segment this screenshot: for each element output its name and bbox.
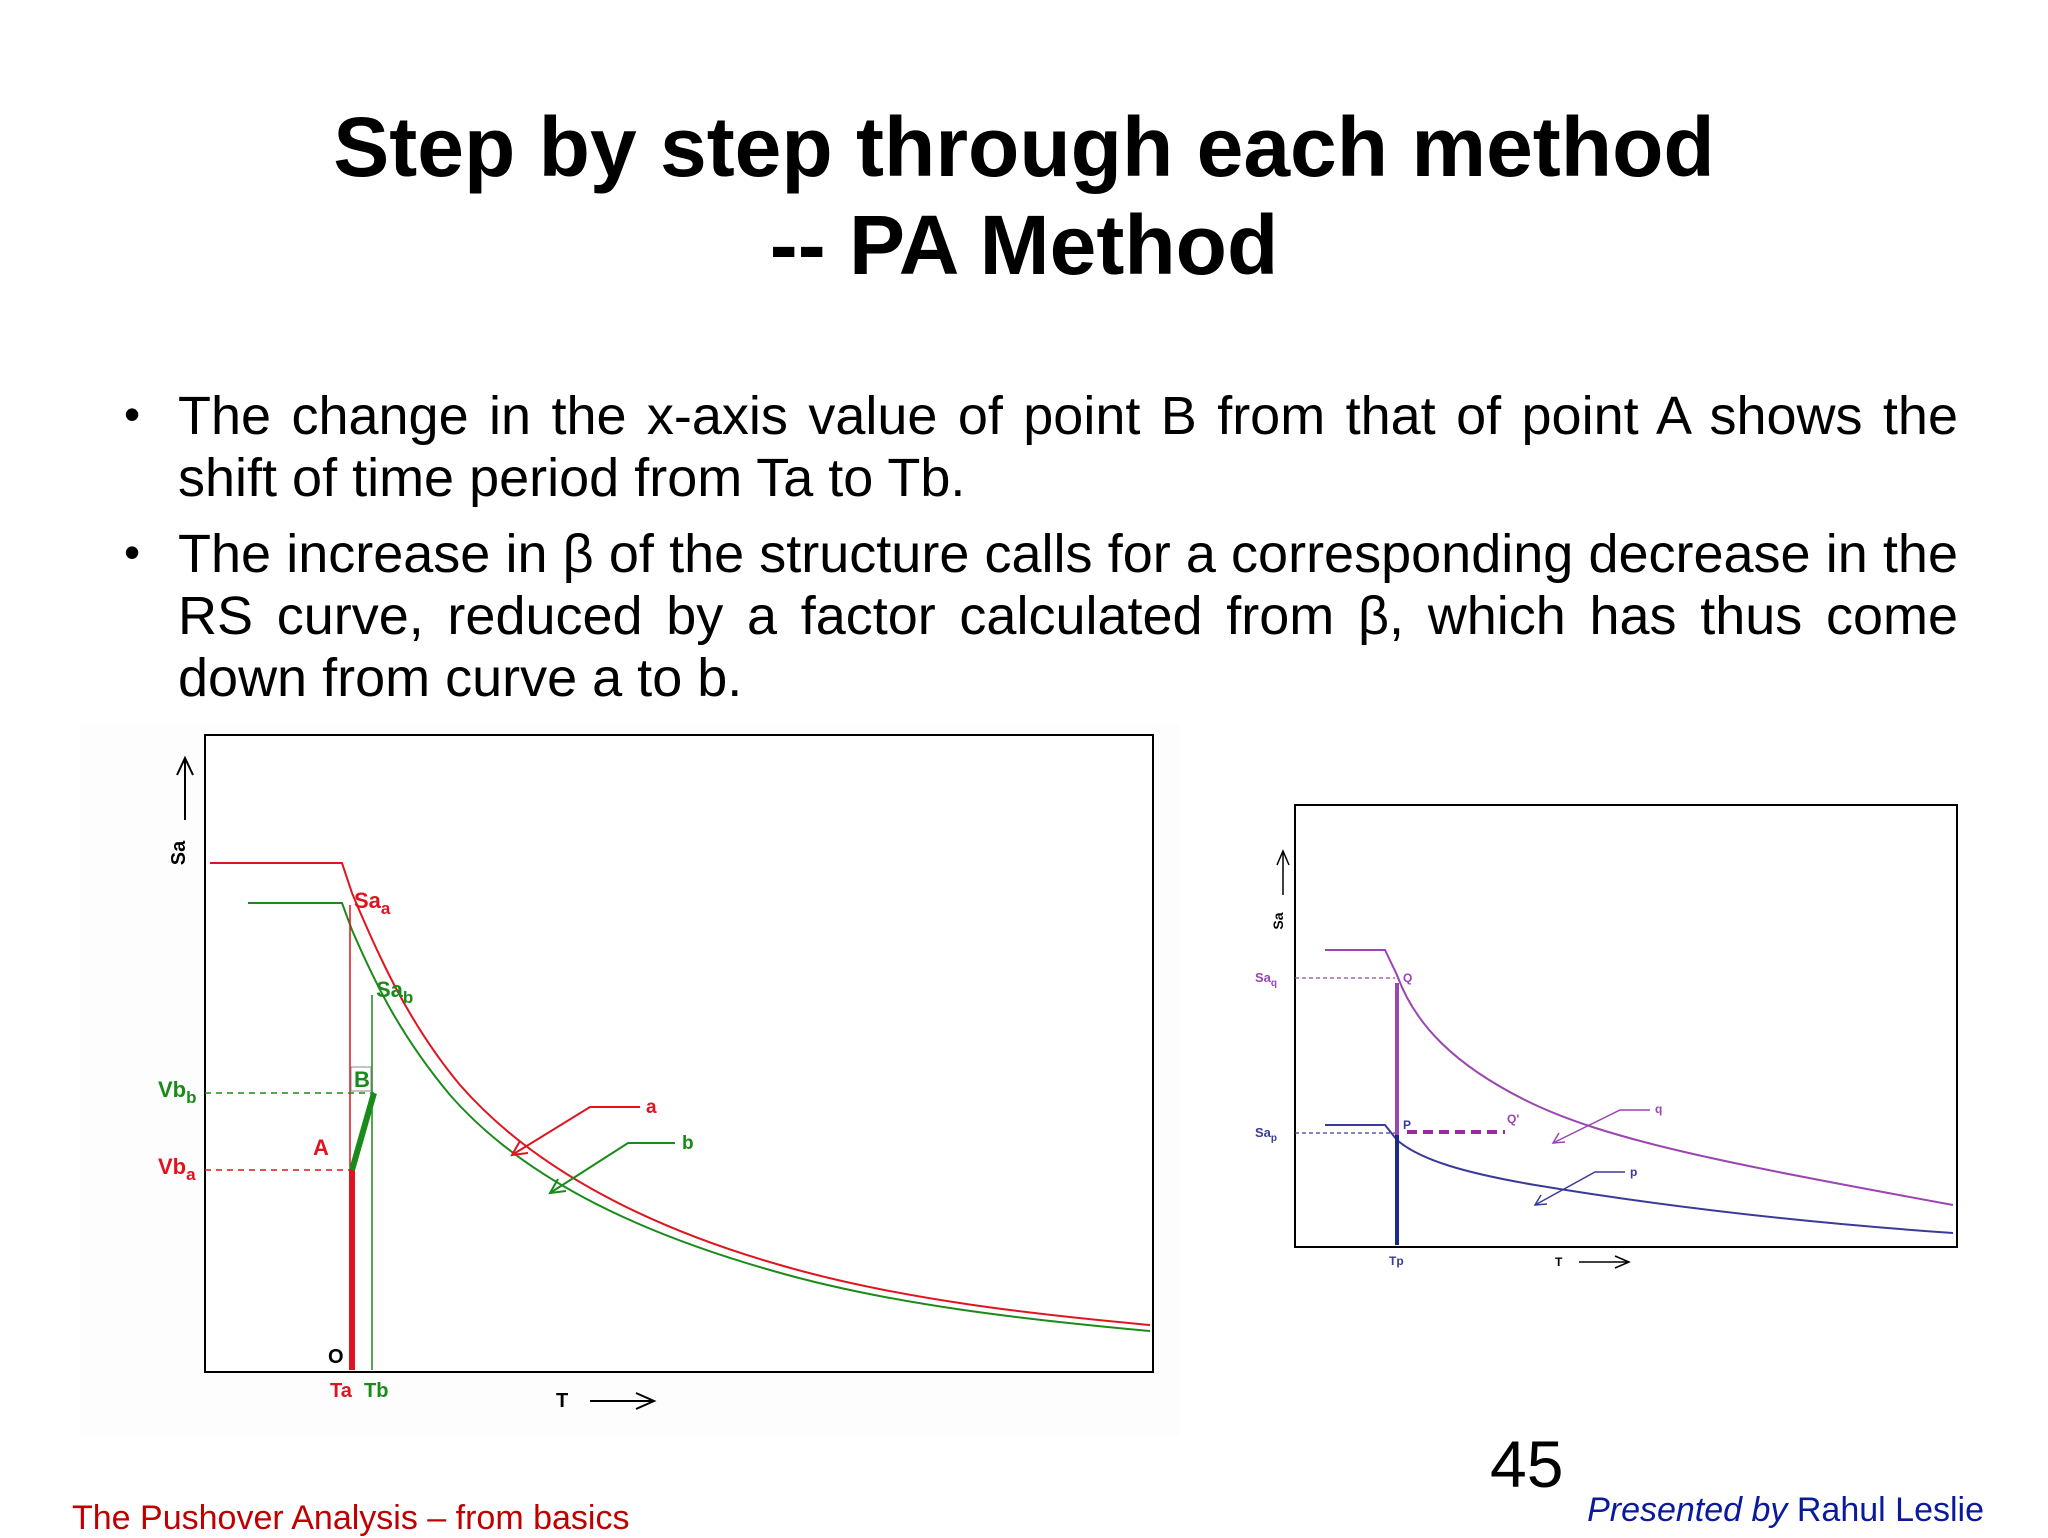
point-q-prime-label: Q' [1507,1112,1520,1126]
left-x-axis-label: T [556,1390,569,1412]
right-figure [1245,795,1970,1285]
vba-label: $Vb_a$ [158,1154,196,1184]
bullet-text-1: The change in the x-axis value of point B from that of point A shows the shift of time period from Ta to Tb. [178,386,1958,508]
curve-q-label: q [1655,1102,1663,1116]
saa-label: $Sa_a$ [354,888,391,918]
vbb-label: $Vb_b$ [158,1077,197,1107]
point-p-label: P [1403,1118,1412,1132]
footer-left-text: The Pushover Analysis – from basics [72,1499,630,1537]
page-number: 45 [1490,1427,1564,1501]
left-plot-frame [205,735,1153,1372]
left-y-axis-label: Sa [168,840,190,866]
title-line-1: Step by step through each method [333,100,1715,194]
footer-author: Rahul Leslie [1796,1491,1984,1529]
point-b-label: B [354,1067,370,1092]
right-y-axis-label: Sa [1270,912,1286,930]
point-q-label: Q [1403,971,1413,985]
bullet-item-2 [118,523,1958,709]
bullet-list [118,385,1958,723]
right-figure-svg [1245,795,1970,1285]
tb-label: Tb [364,1380,389,1402]
title-line-2: -- PA Method [769,198,1279,292]
slide-title [0,98,2048,294]
bullet-text-2: The increase in β of the structure calls for a corresponding decrease in the RS curve, reduced by a factor calculated from β, which has thus come down from curve a to b. [178,524,1958,708]
bullet-dot-icon: • [124,526,141,578]
footer-right [1587,1490,1984,1530]
right-x-axis-label: T [1555,1255,1563,1269]
right-plot-frame [1295,805,1957,1247]
saq-label: $Sa_q$ [1255,970,1278,989]
bullet-item-1 [118,385,1958,509]
ta-label: Ta [330,1380,352,1402]
origin-label: O [328,1346,344,1368]
sap-label: $Sa_p$ [1255,1125,1278,1144]
curve-b-label: b [682,1133,694,1154]
curve-a-label: a [646,1097,657,1118]
left-figure [80,725,1180,1435]
sab-label: $Sa_b$ [376,977,414,1007]
footer-presented-by: Presented by [1587,1491,1788,1529]
curve-p-label: p [1630,1165,1638,1179]
point-a-label: A [313,1135,329,1160]
bullet-dot-icon: • [124,388,141,440]
left-figure-svg [80,725,1180,1435]
tp-label: Tp [1389,1254,1404,1268]
